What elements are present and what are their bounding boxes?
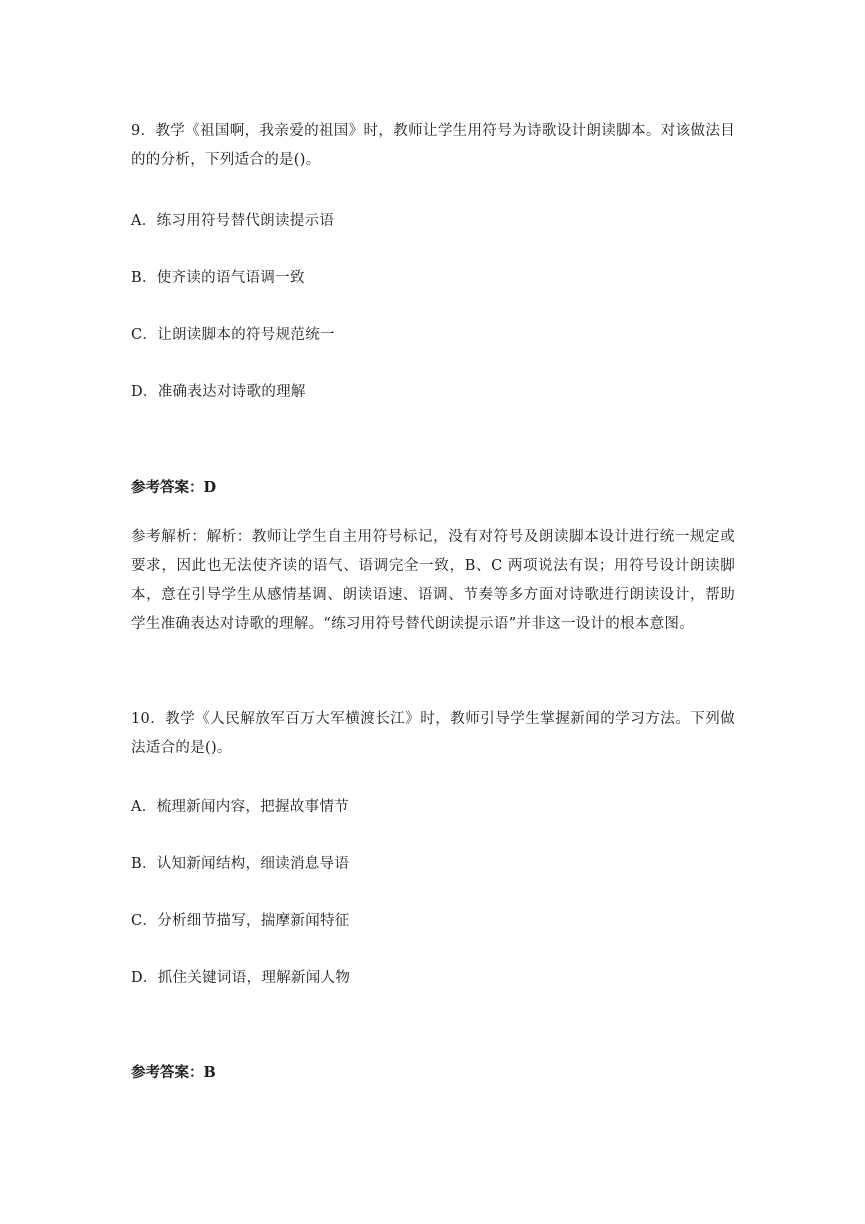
question-10-option-d: D．抓住关键词语，理解新闻人物 bbox=[131, 970, 351, 986]
question-9-option-b: B．使齐读的语气语调一致 bbox=[131, 270, 305, 286]
question-10-stem: 10．教学《人民解放军百万大军横渡长江》时，教师引导学生掌握新闻的学习方法。下列做法适合的是()。 bbox=[131, 711, 735, 756]
question-9-option-d: D．准确表达对诗歌的理解 bbox=[131, 384, 306, 400]
question-10-option-c: C．分析细节描写，揣摩新闻特征 bbox=[131, 913, 350, 929]
question-9-stem: 9．教学《祖国啊，我亲爱的祖国》时，教师让学生用符号为诗歌设计朗读脚本。对该做法目的的分析，下列适合的是()。 bbox=[131, 123, 735, 168]
question-9-answer: 参考答案：D bbox=[131, 479, 217, 496]
question-10-answer: 参考答案：B bbox=[131, 1064, 216, 1081]
question-9-option-a: A．练习用符号替代朗读提示语 bbox=[131, 213, 335, 229]
question-9-analysis: 参考解析：解析：教师让学生自主用符号标记，没有对符号及朗读脚本设计进行统一规定或要求，因此也无法使齐读的语气、语调完全一致，B、C 两项说法有误；用符号设计朗读脚本，意在引导学生从感情基调、朗读语速、语调、节奏等多方面对诗歌进行朗读设计，帮助学生准确表达对诗歌的理解。“练习用符号替代朗读提示语”并非这一设计的根本意图。 bbox=[131, 529, 735, 632]
question-9-option-c: C．让朗读脚本的符号规范统一 bbox=[131, 327, 335, 343]
question-10-option-a: A．梳理新闻内容，把握故事情节 bbox=[131, 799, 349, 815]
question-10-option-b: B．认知新闻结构，细读消息导语 bbox=[131, 856, 350, 872]
